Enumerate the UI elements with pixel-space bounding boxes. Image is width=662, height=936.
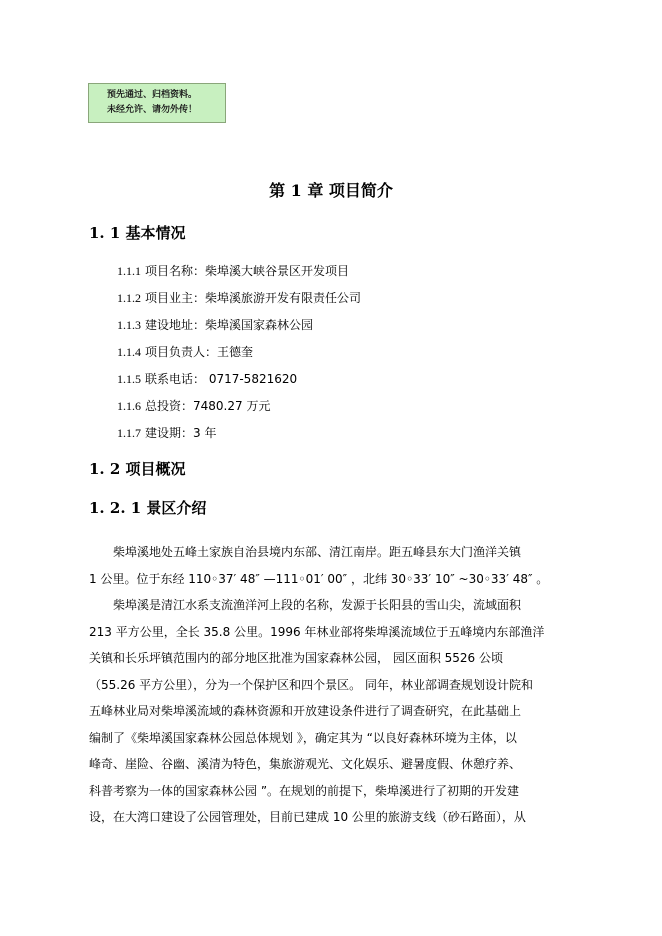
paragraph-line: 柴埠溪地处五峰土家族自治县境内东部、清江南岸。距五峰县东大门渔洋关镇 [113,545,522,559]
item-text: 项目业主：柴埠溪旅游开发有限责任公司 [145,291,362,305]
info-item [117,262,349,279]
paragraph-line: 科普考察为一体的国家森林公园 ”。在规划的前提下，柴埠溪进行了初期的开发建 [89,783,520,798]
paragraph-line: 编制了《柴埠溪国家森林公园总体规划 》，确定其为 “以良好森林环境为主体，以 [89,730,517,745]
section-heading-overview: 1. 2 项目概况 [89,460,186,478]
item-text: 建设地址：柴埠溪国家森林公园 [145,318,314,332]
paragraph-line: 213 平方公里，全长 35.8 公里。1996 年林业部将柴埠溪流域位于五峰境内东部渔洋 [89,624,545,639]
item-number: 1.1.5 [117,372,141,386]
paragraph-description [89,592,573,831]
confidential-notice-box [88,83,226,123]
section-heading-basic-info: 1. 1 基本情况 [89,224,186,242]
item-text: 联系电话： 0717-5821620 [145,372,298,386]
paragraph-line: 设，在大湾口建设了公园管理处，目前已建成 10 公里的旅游支线（砂石路面），从 [89,810,526,824]
paragraph-line: 柴埠溪是清江水系支流渔洋河上段的名称，发源于长阳县的雪山尖，流域面积 [113,598,522,612]
paragraph-line: 关镇和长乐坪镇范围内的部分地区批准为国家森林公园， 园区面积 5526 公顷 [89,651,503,665]
notice-line-1: 预先通过、归档资料。 [107,90,198,100]
info-item [117,424,216,441]
item-number: 1.1.2 [117,291,141,305]
info-item [117,397,270,414]
item-number: 1.1.6 [117,399,141,413]
info-item [117,343,253,360]
subsection-heading-scenic-intro: 1. 2. 1 景区介绍 [89,499,207,517]
item-text: 总投资：7480.27 万元 [145,399,271,413]
chapter-title: 第 1 章 项目简介 [269,181,393,200]
paragraph-line: （55.26 平方公里），分为一个保护区和四个景区。 同年，林业部调查规划设计院和 [89,677,533,692]
item-number: 1.1.1 [117,264,141,278]
item-number: 1.1.3 [117,318,141,332]
paragraph-line: 峰奇、崖险、谷幽、溪清为特色，集旅游观光、文化娱乐、避暑度假、休憩疗养、 [89,757,522,771]
info-item [117,316,313,333]
item-number: 1.1.4 [117,345,141,359]
item-text: 项目名称：柴埠溪大峡谷景区开发项目 [145,264,350,278]
item-number: 1.1.7 [117,426,141,440]
item-text: 建设期：3 年 [145,426,217,440]
info-item [117,289,361,306]
info-item [117,370,297,387]
paragraph-location [89,539,573,592]
paragraph-line: 1 公里。位于东经 110◦37′ 48″ —111◦01′ 00″ ，北纬 30◦33′ 10″ ~30◦33′ 48″ 。 [89,571,549,586]
notice-line-2: 未经允许、请勿外传！ [107,105,198,115]
item-text: 项目负责人：王德奎 [145,345,254,359]
paragraph-line: 五峰林业局对柴埠溪流域的森林资源和开放建设条件进行了调查研究，在此基础上 [89,704,522,718]
